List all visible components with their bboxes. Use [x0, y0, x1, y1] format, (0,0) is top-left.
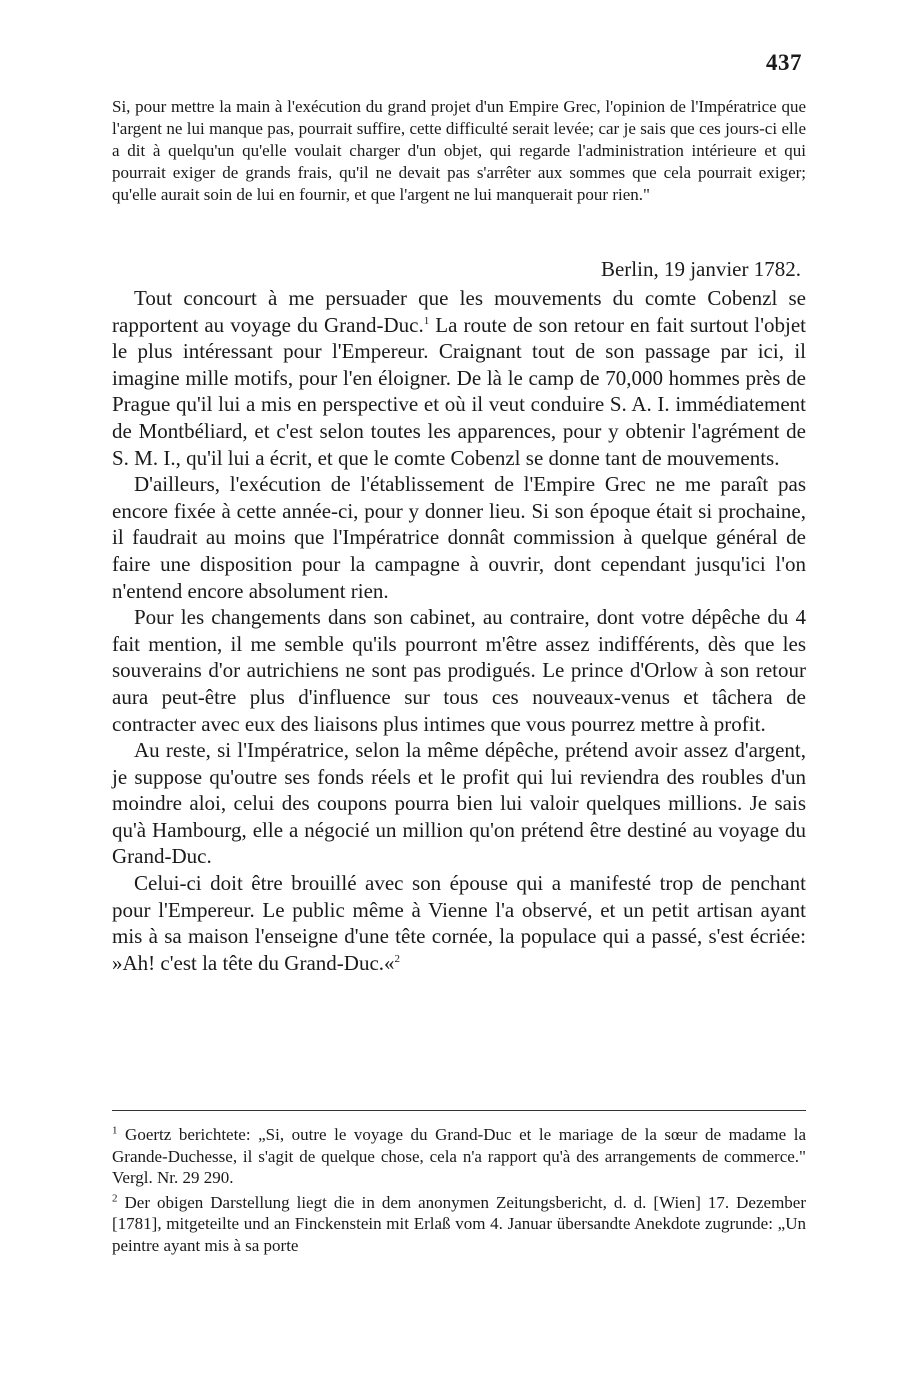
footnote-ref-2: 2	[394, 952, 401, 965]
footnote-mark: 2	[112, 1191, 118, 1204]
body-text	[112, 285, 806, 976]
footnotes	[112, 1124, 806, 1259]
paragraph-text: Celui-ci doit être brouillé avec son épouse qui a manifesté trop de penchant pour l'Empereur. Le public même à Vienne l'a observé, et un petit artisan ayant mis à sa maison l'enseigne d'une tête cornée, la populace qui a passé, s'est écriée: »Ah! c'est la tête du Grand-Duc.«	[112, 871, 806, 975]
paragraph-4: Au reste, si l'Impératrice, selon la même dépêche, prétend avoir assez d'argent, je suppose qu'outre ses fonds réels et le profit qui lui reviendra des roubles d'un moindre aloi, celui des coupons pourra bien lui valoir quelques millions. Je sais qu'à Hambourg, elle a négocié un million qu'on prétend être destiné au voyage du Grand-Duc.	[112, 738, 806, 869]
footnote-1	[112, 1124, 806, 1189]
paragraph-1	[112, 285, 806, 471]
footnote-mark: 1	[112, 1124, 118, 1137]
paragraph-5	[112, 870, 806, 976]
footnote-text: Goertz berichtete: „Si, outre le voyage du Grand-Duc et le mariage de la sœur de madame la Grande-Duchesse, il s'agit de quelque chose, cela n'a rapport qu'à des arrangements de commerce." Vergl. Nr. 29 290.	[112, 1125, 806, 1187]
footnote-text: Der obigen Darstellung liegt die in dem anonymen Zeitungsbericht, d. d. [Wien] 17. Dezember [1781], mitgeteilte und an Finckenstein mit Erlaß vom 4. Januar übersandte Anekdote zugrunde: „Un peintre ayant mis à sa porte	[112, 1192, 806, 1255]
paragraph-text: Tout concourt à me persuader que les mouvements du comte Cobenzl se rapportent au voyage du Grand-Duc.	[112, 286, 806, 337]
footnote-2	[112, 1192, 806, 1257]
page-number: 437	[766, 50, 802, 75]
paragraph-3: Pour les changements dans son cabinet, au contraire, dont votre dépêche du 4 fait mention, il me semble qu'ils pourront m'être assez indifférents, dès que les souverains d'or autrichiens ne sont pas prodigués. Le prince d'Orlow à son retour aura peut-être plus d'influence sur tous ces nouveaux-venus et tâchera de contracter avec eux des liaisons plus intimes que vous pourrez mettre à profit.	[112, 605, 806, 736]
paragraph-2: D'ailleurs, l'exécution de l'établissement de l'Empire Grec ne me paraît pas encore fixée à cette année-ci, pour y donner lieu. Si son époque était si prochaine, il faudrait au moins que l'Impératrice donnât commission à quelque général de faire une disposition pour la campagne à ouvrir, dont cependant jusqu'ici l'on n'entend encore absolument rien.	[112, 472, 806, 603]
footnote-ref-1: 1	[423, 314, 430, 327]
footnote-divider	[112, 1110, 806, 1111]
dateline: Berlin, 19 janvier 1782.	[600, 257, 801, 281]
paragraph-text: La route de son retour en fait surtout l'objet le plus intéressant pour l'Empereur. Craignant tout de son passage par ici, il imagine mille motifs, pour l'en éloigner. De là le camp de 70,000 hommes près de Prague qu'il lui a mis en perspective et où il veut conduire S. A. I. immédiatement de Montbéliard, et c'est selon toutes les apparences, pour y obtenir l'agrément de S. M. I., qu'il lui a écrit, et que le comte Cobenzl se donne tant de mouvements.	[112, 312, 806, 470]
quoted-passage	[112, 96, 806, 206]
quote-paragraph: Si, pour mettre la main à l'exécution du grand projet d'un Empire Grec, l'opinion de l'Impératrice que l'argent ne lui manque pas, pourrait suffire, cette difficulté serait levée; car je sais que ces jours-ci elle a dit à quelqu'un qu'elle voulait charger d'un objet, qui regarde l'administration intérieure et qui pourrait exiger de grands frais, qu'il ne devait pas s'arrêter aux sommes que cela pourrait exiger; qu'elle aurait soin de lui en fournir, et que l'argent ne lui manquerait pour rien."	[112, 97, 806, 204]
